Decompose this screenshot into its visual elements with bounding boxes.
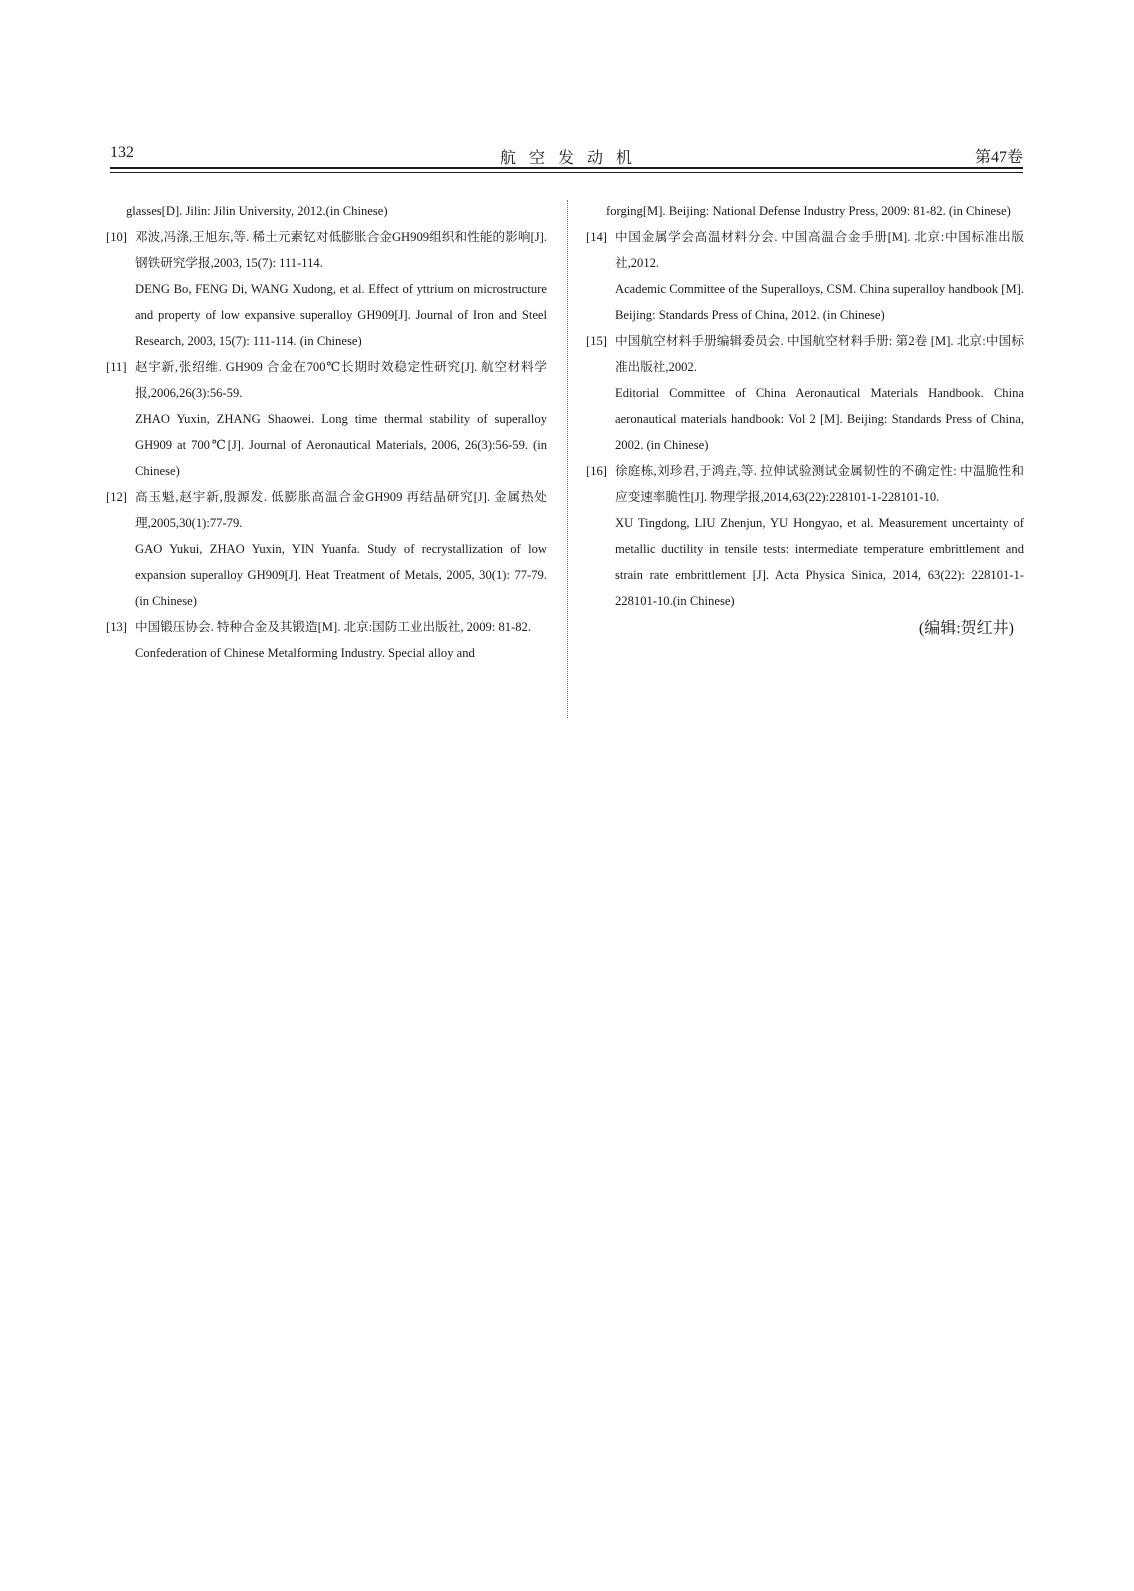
reference-number: [16]: [586, 464, 607, 478]
running-header: [110, 140, 1023, 168]
reference-number: [10]: [106, 230, 127, 244]
reference-entry-16: [586, 458, 1024, 614]
reference-chinese: 中国锻压协会. 特种合金及其锻造[M]. 北京:国防工业出版社, 2009: 81-82.: [135, 620, 531, 634]
header-rule-thick: [110, 167, 1023, 169]
reference-continuation: forging[M]. Beijing: National Defense Industry Press, 2009: 81-82. (in Chinese): [606, 204, 1011, 218]
editor-credit: (编辑:贺红井): [918, 620, 1014, 637]
reference-entry-12: [106, 484, 547, 614]
reference-chinese: 徐庭栋,刘珍君,于鸿垚,等. 拉伸试验测试金属韧性的不确定性: 中温脆性和应变速率脆性[J]. 物理学报,2014,63(22):228101-1-228101-10.: [615, 464, 1024, 504]
reference-column-right: [586, 198, 1024, 642]
reference-entry-14: [586, 224, 1024, 328]
column-divider: [567, 200, 568, 718]
page-number: 132: [110, 144, 134, 161]
reference-english: DENG Bo, FENG Di, WANG Xudong, et al. Effect of yttrium on microstructure and property of low expansive superalloy GH909[J]. Journal of Iron and Steel Research, 2003, 15(7): 111-114. (in Chinese): [135, 282, 547, 348]
reference-continuation: glasses[D]. Jilin: Jilin University, 2012.(in Chinese): [126, 204, 388, 218]
reference-english: Confederation of Chinese Metalforming Industry. Special alloy and: [135, 646, 475, 660]
journal-title: 航空发动机: [499, 150, 645, 167]
reference-english: Editorial Committee of China Aeronautical Materials Handbook. China aeronautical materials handbook: Vol 2 [M]. Beijing: Standards Press of China, 2002. (in Chinese): [615, 386, 1024, 452]
reference-chinese: 中国航空材料手册编辑委员会. 中国航空材料手册: 第2卷 [M]. 北京:中国标准出版社,2002.: [615, 334, 1024, 374]
reference-number: [12]: [106, 490, 127, 504]
reference-number: [15]: [586, 334, 607, 348]
reference-entry-13: [106, 614, 547, 666]
header-rule-thin: [110, 172, 1023, 173]
reference-chinese: 邓波,冯涤,王旭东,等. 稀土元素钇对低膨胀合金GH909组织和性能的影响[J]. 钢铁研究学报,2003, 15(7): 111-114.: [135, 230, 547, 270]
reference-entry-11: [106, 354, 547, 484]
reference-english: XU Tingdong, LIU Zhenjun, YU Hongyao, et al. Measurement uncertainty of metallic ductility in tensile tests: intermediate temperature embrittlement and strain rate embrittlement [J]. Acta Physica Sinica, 2014, 63(22): 228101-1-228101-10.(in Chinese): [615, 516, 1024, 608]
reference-column-left: [106, 198, 547, 666]
reference-chinese: 中国金属学会高温材料分会. 中国高温合金手册[M]. 北京:中国标准出版社,2012.: [615, 230, 1024, 270]
volume-label: 第47卷: [974, 149, 1023, 166]
reference-chinese: 高玉魁,赵宇新,殷源发. 低膨胀高温合金GH909 再结晶研究[J]. 金属热处理,2005,30(1):77-79.: [135, 490, 547, 530]
reference-chinese: 赵宇新,张绍维. GH909 合金在700℃长期时效稳定性研究[J]. 航空材料学报,2006,26(3):56-59.: [135, 360, 547, 400]
reference-english: GAO Yukui, ZHAO Yuxin, YIN Yuanfa. Study of recrystallization of low expansion superalloy GH909[J]. Heat Treatment of Metals, 2005, 30(1): 77-79. (in Chinese): [135, 542, 547, 608]
reference-english: Academic Committee of the Superalloys, CSM. China superalloy handbook [M]. Beijing: Standards Press of China, 2012. (in Chinese): [615, 282, 1024, 322]
reference-number: [14]: [586, 230, 607, 244]
reference-english: ZHAO Yuxin, ZHANG Shaowei. Long time thermal stability of superalloy GH909 at 700℃[J]. Journal of Aeronautical Materials, 2006, 26(3):56-59. (in Chinese): [135, 412, 547, 478]
reference-entry-10: [106, 224, 547, 354]
reference-number: [13]: [106, 620, 127, 634]
reference-entry-15: [586, 328, 1024, 458]
reference-number: [11]: [106, 360, 127, 374]
